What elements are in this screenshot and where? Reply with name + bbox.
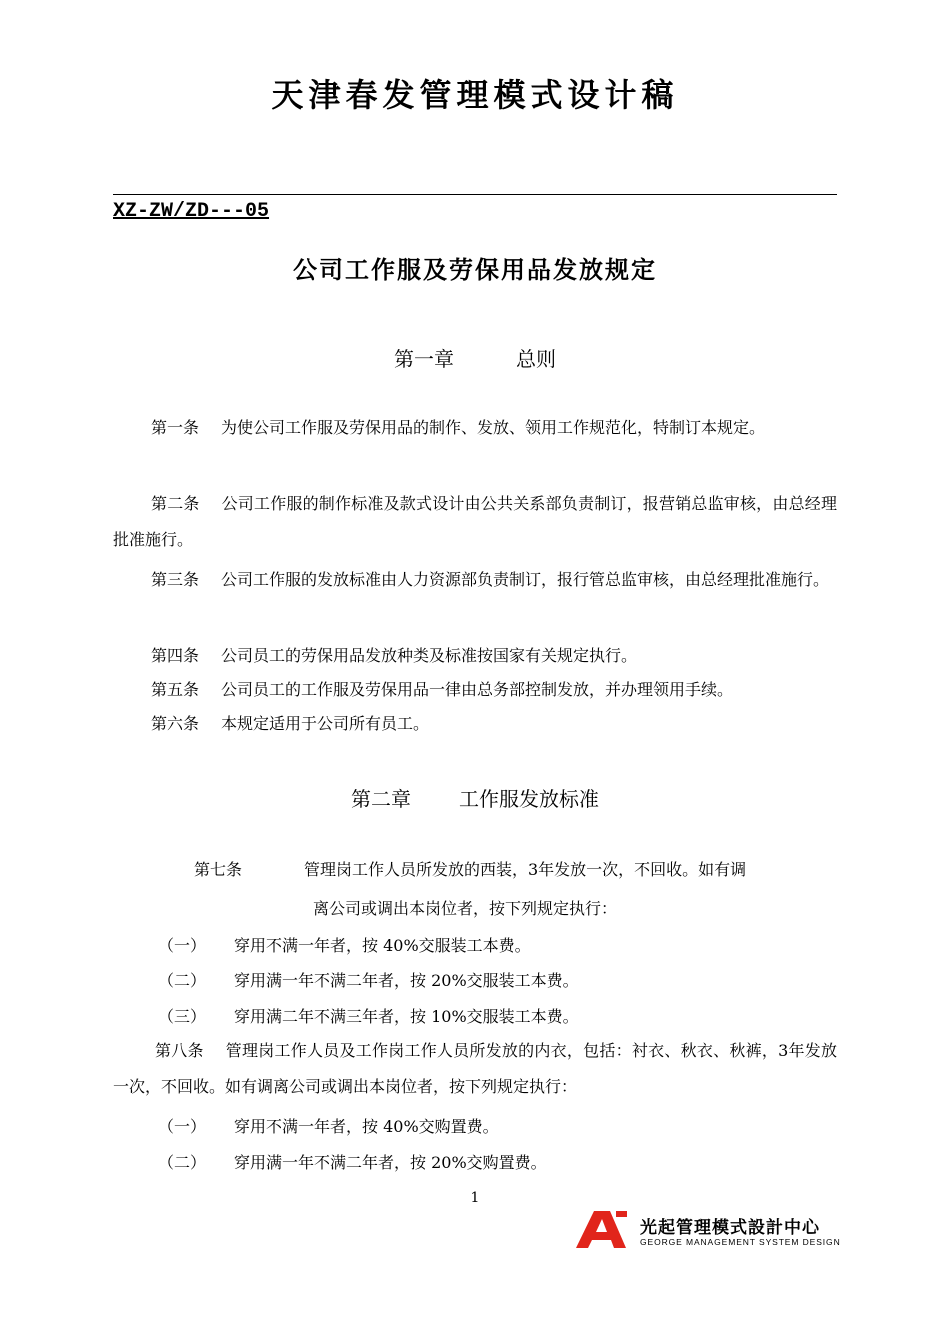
item-number: （二） bbox=[158, 1153, 207, 1172]
article-text: 公司工作服的制作标准及款式设计由公共关系部负责制订，报营销总监审核，由总经理批准施行。 bbox=[113, 494, 837, 549]
logo-subtitle: GEORGE MANAGEMENT SYSTEM DESIGN bbox=[640, 1237, 841, 1247]
article-7-label: 第七条 bbox=[194, 860, 243, 879]
article-text: 管理岗工作人员及工作岗工作人员所发放的内衣，包括：衬衣、秋衣、秋裤，3年发放一次，不回收。如有调离公司或调出本岗位者，按下列规定执行： bbox=[113, 1041, 837, 1096]
chapter-1-name: 总则 bbox=[516, 347, 556, 371]
article-7-item-3 bbox=[158, 1004, 579, 1027]
article-7-item-1 bbox=[158, 933, 531, 956]
page-number: 1 bbox=[470, 1190, 480, 1206]
article-label: 第五条 bbox=[151, 680, 200, 699]
item-text: 穿用不满一年者，按 40%交服装工本费。 bbox=[234, 936, 531, 955]
logo-a-mark-icon bbox=[576, 1210, 636, 1250]
article-label: 第三条 bbox=[151, 570, 200, 589]
article-2 bbox=[113, 486, 837, 558]
article-8-item-2 bbox=[158, 1150, 547, 1173]
article-8-item-1 bbox=[158, 1114, 499, 1137]
article-5 bbox=[113, 672, 837, 708]
article-label: 第二条 bbox=[151, 494, 200, 513]
article-text: 为使公司工作服及劳保用品的制作、发放、领用工作规范化，特制订本规定。 bbox=[221, 418, 766, 437]
item-text: 穿用满二年不满三年者，按 10%交服装工本费。 bbox=[234, 1007, 579, 1026]
item-number: （一） bbox=[158, 936, 207, 955]
article-text: 公司员工的劳保用品发放种类及标准按国家有关规定执行。 bbox=[221, 646, 638, 665]
article-label: 第六条 bbox=[151, 714, 200, 733]
item-text: 穿用满一年不满二年者，按 20%交购置费。 bbox=[234, 1153, 547, 1172]
logo-name: 光起管理模式設計中心 bbox=[640, 1218, 820, 1238]
article-7-item-2 bbox=[158, 968, 579, 991]
item-text: 穿用满一年不满二年者，按 20%交服装工本费。 bbox=[234, 971, 579, 990]
article-7-line-2: 离公司或调出本岗位者，按下列规定执行： bbox=[313, 899, 618, 918]
chapter-2-number: 第二章 bbox=[351, 787, 411, 811]
document-code: XZ-ZW/ZD---05 bbox=[113, 200, 270, 223]
article-3 bbox=[113, 562, 837, 598]
item-number: （三） bbox=[158, 1007, 207, 1026]
item-number: （一） bbox=[158, 1117, 207, 1136]
article-text: 本规定适用于公司所有员工。 bbox=[221, 714, 430, 733]
chapter-1-heading bbox=[0, 343, 950, 372]
article-label: 第一条 bbox=[151, 418, 200, 437]
chapter-1-number: 第一章 bbox=[394, 347, 454, 371]
article-label: 第八条 bbox=[155, 1041, 204, 1060]
article-text: 公司员工的工作服及劳保用品一律由总务部控制发放，并办理领用手续。 bbox=[221, 680, 734, 699]
item-text: 穿用不满一年者，按 40%交购置费。 bbox=[234, 1117, 499, 1136]
header-divider bbox=[113, 194, 837, 195]
article-label: 第四条 bbox=[151, 646, 200, 665]
article-7-line-1: 管理岗工作人员所发放的西装，3年发放一次，不回收。如有调 bbox=[304, 860, 747, 879]
article-8 bbox=[113, 1033, 837, 1105]
company-logo bbox=[576, 1210, 841, 1250]
article-6 bbox=[113, 706, 837, 742]
article-text: 公司工作服的发放标准由人力资源部负责制订，报行管总监审核，由总经理批准施行。 bbox=[221, 570, 830, 589]
chapter-2-name: 工作服发放标准 bbox=[459, 787, 599, 811]
article-4 bbox=[113, 638, 837, 674]
document-title: 公司工作服及劳保用品发放规定 bbox=[293, 256, 657, 284]
item-number: （二） bbox=[158, 971, 207, 990]
chapter-2-heading bbox=[0, 783, 950, 812]
page-header-title: 天津春发管理模式设计稿 bbox=[271, 76, 679, 114]
article-1 bbox=[113, 410, 837, 446]
